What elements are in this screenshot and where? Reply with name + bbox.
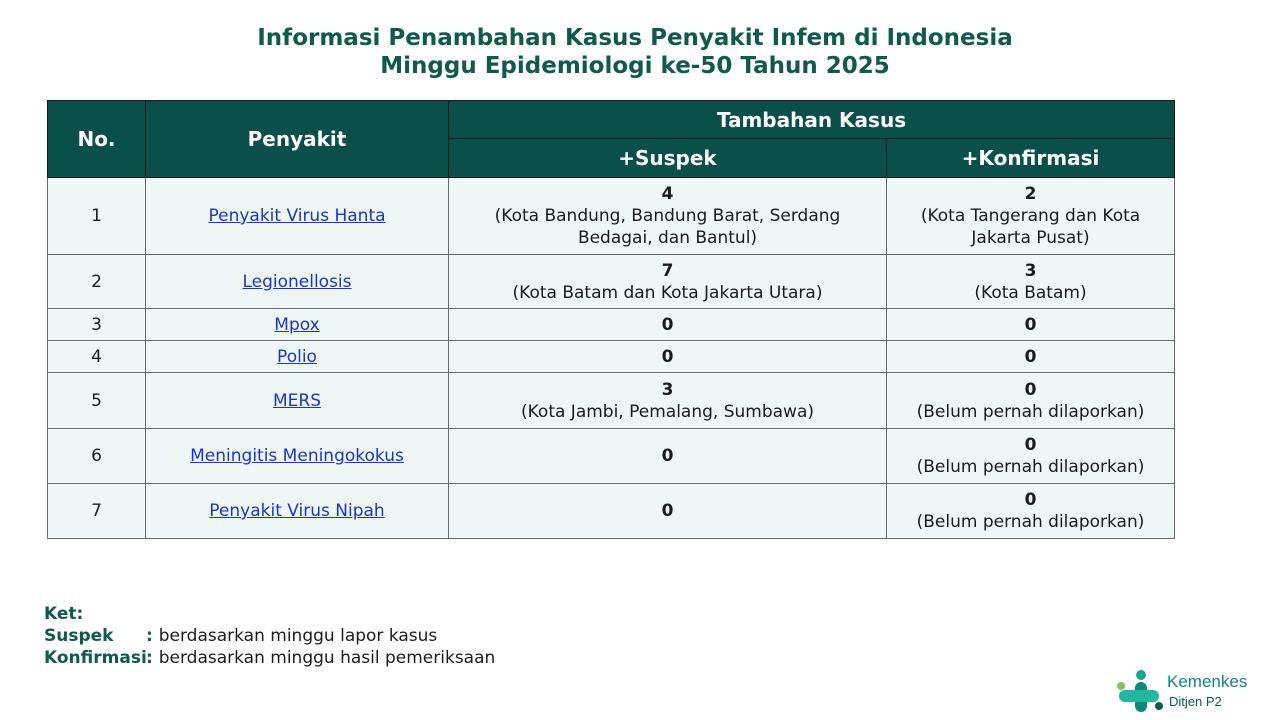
konfirmasi-cell — [887, 373, 1175, 429]
row-number: 4 — [48, 341, 146, 373]
table-row — [48, 178, 1175, 255]
konfirmasi-count: 0 — [1024, 490, 1037, 510]
disease-cell — [146, 341, 449, 373]
suspek-count: 4 — [661, 184, 674, 204]
konfirmasi-locations: (Kota Tangerang dan Kota Jakarta Pusat) — [920, 206, 1141, 248]
suspek-cell — [449, 341, 887, 373]
ket-konfirmasi-text: berdasarkan minggu hasil pemeriksaan — [158, 648, 496, 668]
suspek-locations: (Kota Bandung, Bandung Barat, Serdang Bedagai, dan Bantul) — [494, 206, 841, 248]
disease-link[interactable]: Meningitis Meningokokus — [190, 446, 404, 466]
table-row — [48, 373, 1175, 429]
suspek-count: 0 — [661, 446, 674, 466]
row-number: 1 — [48, 178, 146, 255]
konfirmasi-count: 0 — [1024, 435, 1037, 455]
konfirmasi-cell — [887, 341, 1175, 373]
title-line-2: Minggu Epidemiologi ke-50 Tahun 2025 — [380, 53, 890, 79]
ket-colon: : — [146, 648, 159, 668]
suspek-count: 3 — [661, 379, 674, 400]
title-line-1: Informasi Penambahan Kasus Penyakit Infem di Indonesia — [257, 25, 1013, 51]
konfirmasi-locations: (Belum pernah dilaporkan) — [916, 457, 1145, 477]
suspek-count: 0 — [661, 501, 674, 521]
ket-suspek-label: Suspek — [44, 626, 114, 646]
disease-cell — [146, 309, 449, 341]
ket-colon: : — [146, 626, 159, 646]
row-number: 7 — [48, 484, 146, 539]
row-number: 3 — [48, 309, 146, 341]
disease-link[interactable]: Legionellosis — [242, 271, 352, 292]
cases-table — [47, 100, 1175, 539]
row-number: 5 — [48, 373, 146, 429]
konfirmasi-count: 0 — [1024, 314, 1037, 335]
table-row — [48, 255, 1175, 309]
header-tambahan-kasus: Tambahan Kasus — [449, 101, 1175, 139]
header-no: No. — [48, 101, 146, 178]
suspek-count: 0 — [661, 314, 674, 335]
suspek-locations: (Kota Jambi, Pemalang, Sumbawa) — [520, 401, 815, 422]
disease-cell — [146, 429, 449, 484]
disease-cell — [146, 373, 449, 429]
disease-link[interactable]: Penyakit Virus Hanta — [208, 206, 386, 226]
suspek-cell — [449, 373, 887, 429]
ket-suspek-text: berdasarkan minggu lapor kasus — [158, 626, 438, 646]
disease-cell — [146, 484, 449, 539]
disease-link[interactable]: Polio — [277, 346, 317, 367]
disease-link[interactable]: MERS — [272, 390, 321, 411]
header-konfirmasi: +Konfirmasi — [887, 139, 1175, 178]
konfirmasi-locations: (Belum pernah dilaporkan) — [916, 512, 1145, 532]
disease-link[interactable]: Mpox — [274, 314, 320, 335]
kemenkes-logo — [1115, 668, 1275, 716]
table-row — [48, 341, 1175, 373]
table-row — [48, 484, 1175, 539]
konfirmasi-cell — [887, 255, 1175, 309]
konfirmasi-locations: (Kota Batam) — [974, 282, 1087, 303]
ket-title: Ket: — [44, 604, 84, 624]
ket-konfirmasi-label: Konfirmasi — [44, 648, 147, 668]
disease-cell — [146, 255, 449, 309]
konfirmasi-count: 0 — [1024, 379, 1037, 400]
suspek-cell — [449, 429, 887, 484]
table-row — [48, 429, 1175, 484]
page-title — [0, 24, 1270, 80]
konfirmasi-count: 0 — [1024, 346, 1037, 367]
disease-cell — [146, 178, 449, 255]
suspek-cell — [449, 178, 887, 255]
konfirmasi-cell — [887, 309, 1175, 341]
disease-link[interactable]: Penyakit Virus Nipah — [209, 501, 385, 521]
konfirmasi-count: 3 — [1024, 260, 1037, 281]
logo-name: Kemenkes — [1167, 672, 1248, 691]
suspek-count: 0 — [661, 346, 674, 367]
konfirmasi-cell — [887, 429, 1175, 484]
konfirmasi-cell — [887, 178, 1175, 255]
suspek-locations: (Kota Batam dan Kota Jakarta Utara) — [512, 282, 823, 303]
logo-sub: Ditjen P2 — [1169, 694, 1222, 709]
header-suspek: +Suspek — [449, 139, 887, 178]
row-number: 2 — [48, 255, 146, 309]
kemenkes-logo-icon — [1115, 668, 1165, 716]
konfirmasi-cell — [887, 484, 1175, 539]
suspek-count: 7 — [661, 260, 674, 281]
konfirmasi-count: 2 — [1024, 184, 1037, 204]
legend-notes — [44, 603, 495, 669]
table-row — [48, 309, 1175, 341]
suspek-cell — [449, 484, 887, 539]
header-penyakit: Penyakit — [146, 101, 449, 178]
suspek-cell — [449, 309, 887, 341]
konfirmasi-locations: (Belum pernah dilaporkan) — [916, 401, 1145, 422]
suspek-cell — [449, 255, 887, 309]
row-number: 6 — [48, 429, 146, 484]
